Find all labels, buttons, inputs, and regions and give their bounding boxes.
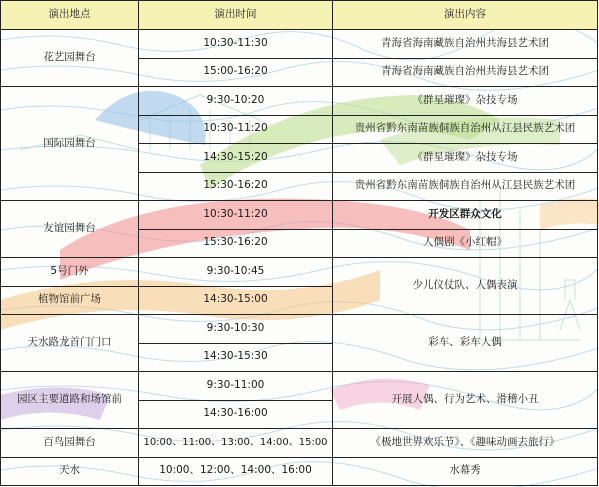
time-cell: 15:00-16:20 [139, 58, 333, 87]
location-cell: 天水路龙首门门口 [1, 315, 139, 372]
table-row [1, 87, 598, 116]
content-cell-highlight: 开发区群众文化 [333, 201, 598, 230]
time-cell: 10:00、11:00、13:00、14:00、15:00 [139, 429, 333, 458]
table-row [1, 30, 598, 59]
table-row [1, 457, 598, 486]
location-cell: 植物馆前广场 [1, 286, 139, 315]
time-cell: 9:30-10:45 [139, 258, 333, 287]
content-cell: 《极地世界欢乐节》、《趣味动画去旅行》 [333, 429, 598, 458]
location-cell: 友谊园舞台 [1, 201, 139, 258]
time-cell-highlight: 10:30-11:20 [139, 201, 333, 230]
time-cell: 9:30-10:30 [139, 315, 333, 344]
time-cell: 14:30-15:00 [139, 286, 333, 315]
location-cell: 天水 [1, 457, 139, 486]
time-cell: 14:30-16:00 [139, 400, 333, 429]
table-row [1, 429, 598, 458]
time-cell: 10:30-11:30 [139, 30, 333, 59]
content-cell: 《群星璀璨》杂技专场 [333, 144, 598, 173]
table-header-row [1, 1, 598, 30]
header-content: 演出内容 [333, 1, 598, 30]
table-row [1, 201, 598, 230]
header-location: 演出地点 [1, 1, 139, 30]
content-cell: 青海省海南藏族自治州共海县艺术团 [333, 58, 598, 87]
time-cell: 15:30-16:20 [139, 229, 333, 258]
content-cell: 青海省海南藏族自治州共海县艺术团 [333, 30, 598, 59]
location-cell: 花艺园舞台 [1, 30, 139, 87]
table-row [1, 315, 598, 344]
content-cell: 水幕秀 [333, 457, 598, 486]
content-cell: 贵州省黔东南苗族侗族自治州从江县民族艺术团 [333, 115, 598, 144]
time-cell: 10:00、12:00、14:00、16:00 [139, 457, 333, 486]
content-cell: 人偶剧《小红帽》 [333, 229, 598, 258]
location-cell: 国际园舞台 [1, 87, 139, 201]
header-time: 演出时间 [139, 1, 333, 30]
location-cell: 百鸟园舞台 [1, 429, 139, 458]
time-cell: 15:30-16:20 [139, 172, 333, 201]
content-cell: 少儿仪仗队、人偶表演 [333, 258, 598, 315]
location-cell: 园区主要道路和场馆前 [1, 372, 139, 429]
content-cell: 贵州省黔东南苗族侗族自治州从江县民族艺术团 [333, 172, 598, 201]
content-cell: 《群星璀璨》杂技专场 [333, 87, 598, 116]
table-row [1, 258, 598, 287]
time-cell: 14:30-15:20 [139, 144, 333, 173]
time-cell: 9:30-10:20 [139, 87, 333, 116]
time-cell: 9:30-11:00 [139, 372, 333, 401]
location-cell: 5号门外 [1, 258, 139, 287]
time-cell: 10:30-11:20 [139, 115, 333, 144]
table-row [1, 372, 598, 401]
content-cell: 彩车、彩车人偶 [333, 315, 598, 372]
content-cell: 开展人偶、行为艺术、滑稽小丑 [333, 372, 598, 429]
time-cell: 14:30-15:30 [139, 343, 333, 372]
